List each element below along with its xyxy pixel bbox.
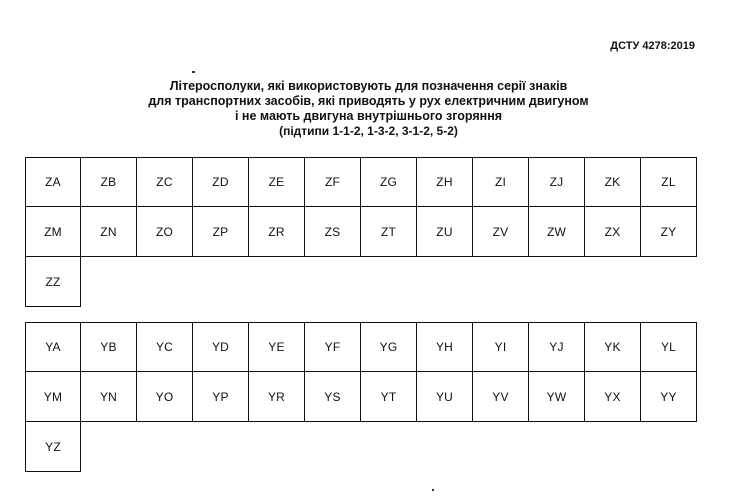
table-cell: ZP — [193, 207, 249, 257]
letter-table-y — [25, 322, 697, 472]
table-cell: YP — [193, 372, 249, 422]
table-cell: ZV — [473, 207, 529, 257]
table-cell: ZL — [641, 157, 697, 207]
table-cell: YI — [473, 322, 529, 372]
table-cell: ZO — [137, 207, 193, 257]
table-cell: YG — [361, 322, 417, 372]
table-cell: YM — [25, 372, 81, 422]
table-row — [25, 207, 697, 257]
table-cell: ZZ — [25, 257, 81, 307]
table-row — [25, 157, 697, 207]
heading-line-1: Літеросполуки, які використовують для позначення серії знаків — [169, 79, 568, 93]
table-cell: YR — [249, 372, 305, 422]
scan-speck — [432, 489, 434, 491]
table-cell: YD — [193, 322, 249, 372]
table-cell: ZR — [249, 207, 305, 257]
table-cell: YC — [137, 322, 193, 372]
table-cell: YK — [585, 322, 641, 372]
table-cell: YN — [81, 372, 137, 422]
table-cell: YY — [641, 372, 697, 422]
table-cell: YX — [585, 372, 641, 422]
table-cell: ZN — [81, 207, 137, 257]
letter-table-z — [25, 157, 697, 307]
table-cell: ZC — [137, 157, 193, 207]
table-cell: YS — [305, 372, 361, 422]
table-cell: ZF — [305, 157, 361, 207]
table-cell: YL — [641, 322, 697, 372]
table-cell: ZX — [585, 207, 641, 257]
table-cell: ZS — [305, 207, 361, 257]
table-cell: YA — [25, 322, 81, 372]
table-cell: ZM — [25, 207, 81, 257]
table-row — [25, 322, 697, 372]
table-row — [25, 372, 697, 422]
table-cell: ZD — [193, 157, 249, 207]
table-cell: ZG — [361, 157, 417, 207]
heading-line-3: і не мають двигуна внутрішнього згоряння — [234, 109, 503, 123]
table-cell: YV — [473, 372, 529, 422]
table-cell: ZU — [417, 207, 473, 257]
scan-speck — [192, 71, 195, 73]
table-cell: ZI — [473, 157, 529, 207]
table-cell: ZH — [417, 157, 473, 207]
table-cell: ZJ — [529, 157, 585, 207]
table-cell: ZA — [25, 157, 81, 207]
table-cell: ZY — [641, 207, 697, 257]
table-row — [25, 257, 697, 307]
table-cell: ZW — [529, 207, 585, 257]
document-heading — [0, 79, 737, 139]
table-cell: YW — [529, 372, 585, 422]
table-cell: ZE — [249, 157, 305, 207]
heading-line-2: для транспортних засобів, які приводять у рух електричним двигуном — [148, 94, 589, 108]
table-row — [25, 422, 697, 472]
table-cell: ZK — [585, 157, 641, 207]
standard-code: ДСТУ 4278:2019 — [610, 40, 695, 52]
table-cell: YT — [361, 372, 417, 422]
table-cell: ZT — [361, 207, 417, 257]
table-cell: YZ — [25, 422, 81, 472]
table-cell: YH — [417, 322, 473, 372]
table-cell: YE — [249, 322, 305, 372]
table-cell: YU — [417, 372, 473, 422]
table-cell: YJ — [529, 322, 585, 372]
table-cell: ZB — [81, 157, 137, 207]
table-cell: YB — [81, 322, 137, 372]
table-cell: YO — [137, 372, 193, 422]
heading-subtypes: (підтипи 1-1-2, 1-3-2, 3-1-2, 5-2) — [279, 124, 458, 138]
table-cell: YF — [305, 322, 361, 372]
